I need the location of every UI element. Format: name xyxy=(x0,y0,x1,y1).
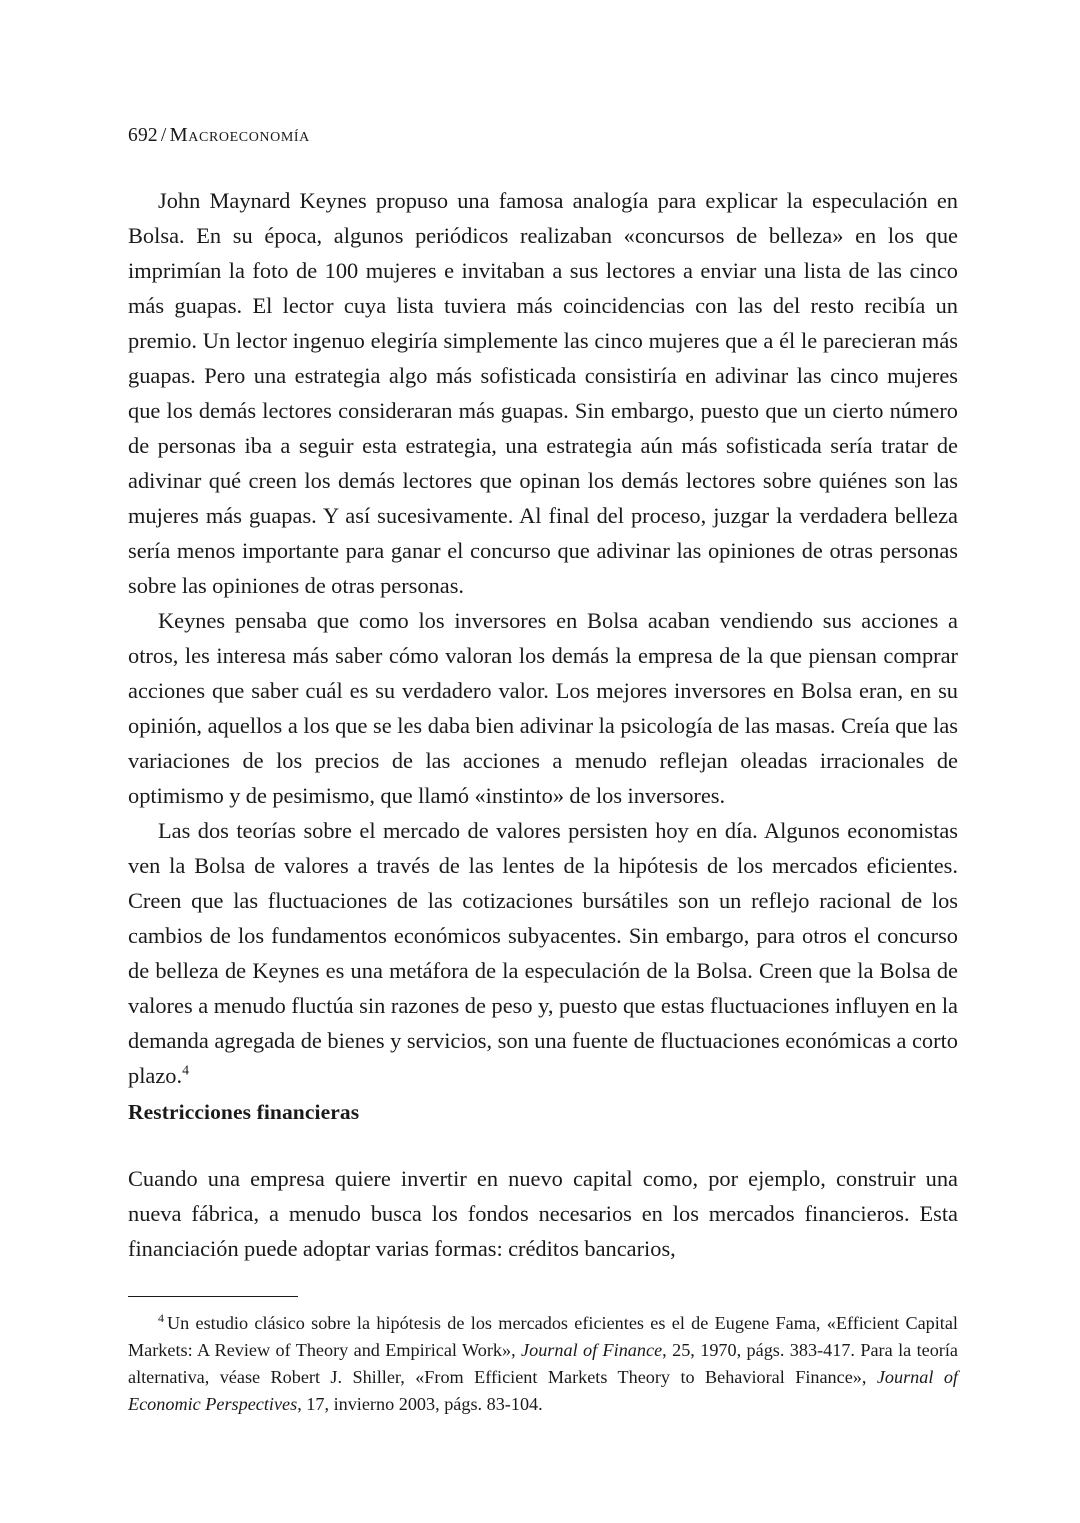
body-paragraph-1: John Maynard Keynes propuso una famosa analogía para explicar la especulación en Bolsa. En su época, algunos periódicos realizaban «concursos de belleza» en los que imprimían la foto de 100 mujeres e invitaban a sus lectores a enviar una lista de las cinco más guapas. El lector cuya lista tuviera más coincidencias con las del resto recibía un premio. Un lector ingenuo elegiría simplemente las cinco mujeres que a él le parecieran más guapas. Pero una estrategia algo más sofisticada consistiría en adivinar las cinco mujeres que los demás lectores consideraran más guapas. Sin embargo, puesto que un cierto número de personas iba a seguir esta estrategia, una estrategia aún más sofisticada sería tratar de adivinar qué creen los demás lectores que opinan los demás lectores sobre quiénes son las mujeres más guapas. Y así sucesivamente. Al final del proceso, juzgar la verdadera belleza sería menos importante para ganar el concurso que adivinar las opiniones de otras personas sobre las opiniones de otras personas. xyxy=(128,188,958,598)
footnote-block xyxy=(128,1296,958,1418)
section-heading: Restricciones financieras xyxy=(128,1100,360,1124)
running-head-separator: / xyxy=(160,125,167,146)
body-paragraph-3-text: Las dos teorías sobre el mercado de valores persisten hoy en día. Algunos economistas ven la Bolsa de valores a través de las lentes de la hipótesis de los mercados eficientes. Creen que las fluctuaciones de las cotizaciones bursátiles son un reflejo racional de los cambios de los fundamentos económicos subyacentes. Sin embargo, para otros el concurso de belleza de Keynes es una metáfora de la especulación de la Bolsa. Creen que la Bolsa de valores a menudo fluctúa sin razones de peso y, puesto que estas fluctuaciones influyen en la demanda agregada de bienes y servicios, son una fuente de fluctuaciones económicas a corto plazo. xyxy=(128,818,958,1088)
footnote-1 xyxy=(128,1310,958,1418)
body-text-block xyxy=(128,183,958,1093)
body-paragraph-3 xyxy=(128,813,958,1093)
footnote-journal-title-1: Journal of Finance xyxy=(521,1340,663,1360)
footnote-text-part-3: , 17, invierno 2003, págs. 83-104. xyxy=(297,1394,543,1414)
footnote-separator-rule xyxy=(128,1296,298,1297)
body-paragraph-2: Keynes pensaba que como los inversores en Bolsa acaban vendiendo sus acciones a otros, les interesa más saber cómo valoran los demás la empresa de la que piensan comprar acciones que saber cuál es su verdadero valor. Los mejores inversores en Bolsa eran, en su opinión, aquellos a los que se les daba bien adivinar la psicología de las masas. Creía que las variaciones de los precios de las acciones a menudo reflejan oleadas irracionales de optimismo y de pesimismo, que llamó «instinto» de los inversores. xyxy=(128,608,958,808)
running-head-book-title: Macroeconomía xyxy=(169,124,310,146)
page-folio-number: 692 xyxy=(128,125,158,146)
footnote-number: 4 xyxy=(158,1310,164,1325)
footnote-journal-title-2: Journal of Economic Perspectives xyxy=(128,1367,958,1414)
footnote-text-part-2: , 25, 1970, págs. 383-417. Para la teoría alternativa, véase Robert J. Shiller, «From Efficient Markets Theory to Behavioral Finance», xyxy=(128,1340,958,1387)
footnote-text-part-1: Un estudio clásico sobre la hipótesis de los mercados eficientes es el de Eugene Fama, «Efficient Capital Markets: A Review of Theory and Empirical Work», xyxy=(128,1313,958,1360)
footnote-reference-marker[interactable]: 4 xyxy=(182,1063,190,1079)
section-paragraph: Cuando una empresa quiere invertir en nuevo capital como, por ejemplo, construir una nueva fábrica, a menudo busca los fondos necesarios en los mercados financieros. Esta financiación puede adoptar varias formas: créditos bancarios, xyxy=(128,1166,958,1261)
section-heading-block xyxy=(128,1097,958,1127)
running-head xyxy=(128,124,310,147)
section-body-block xyxy=(128,1161,958,1266)
